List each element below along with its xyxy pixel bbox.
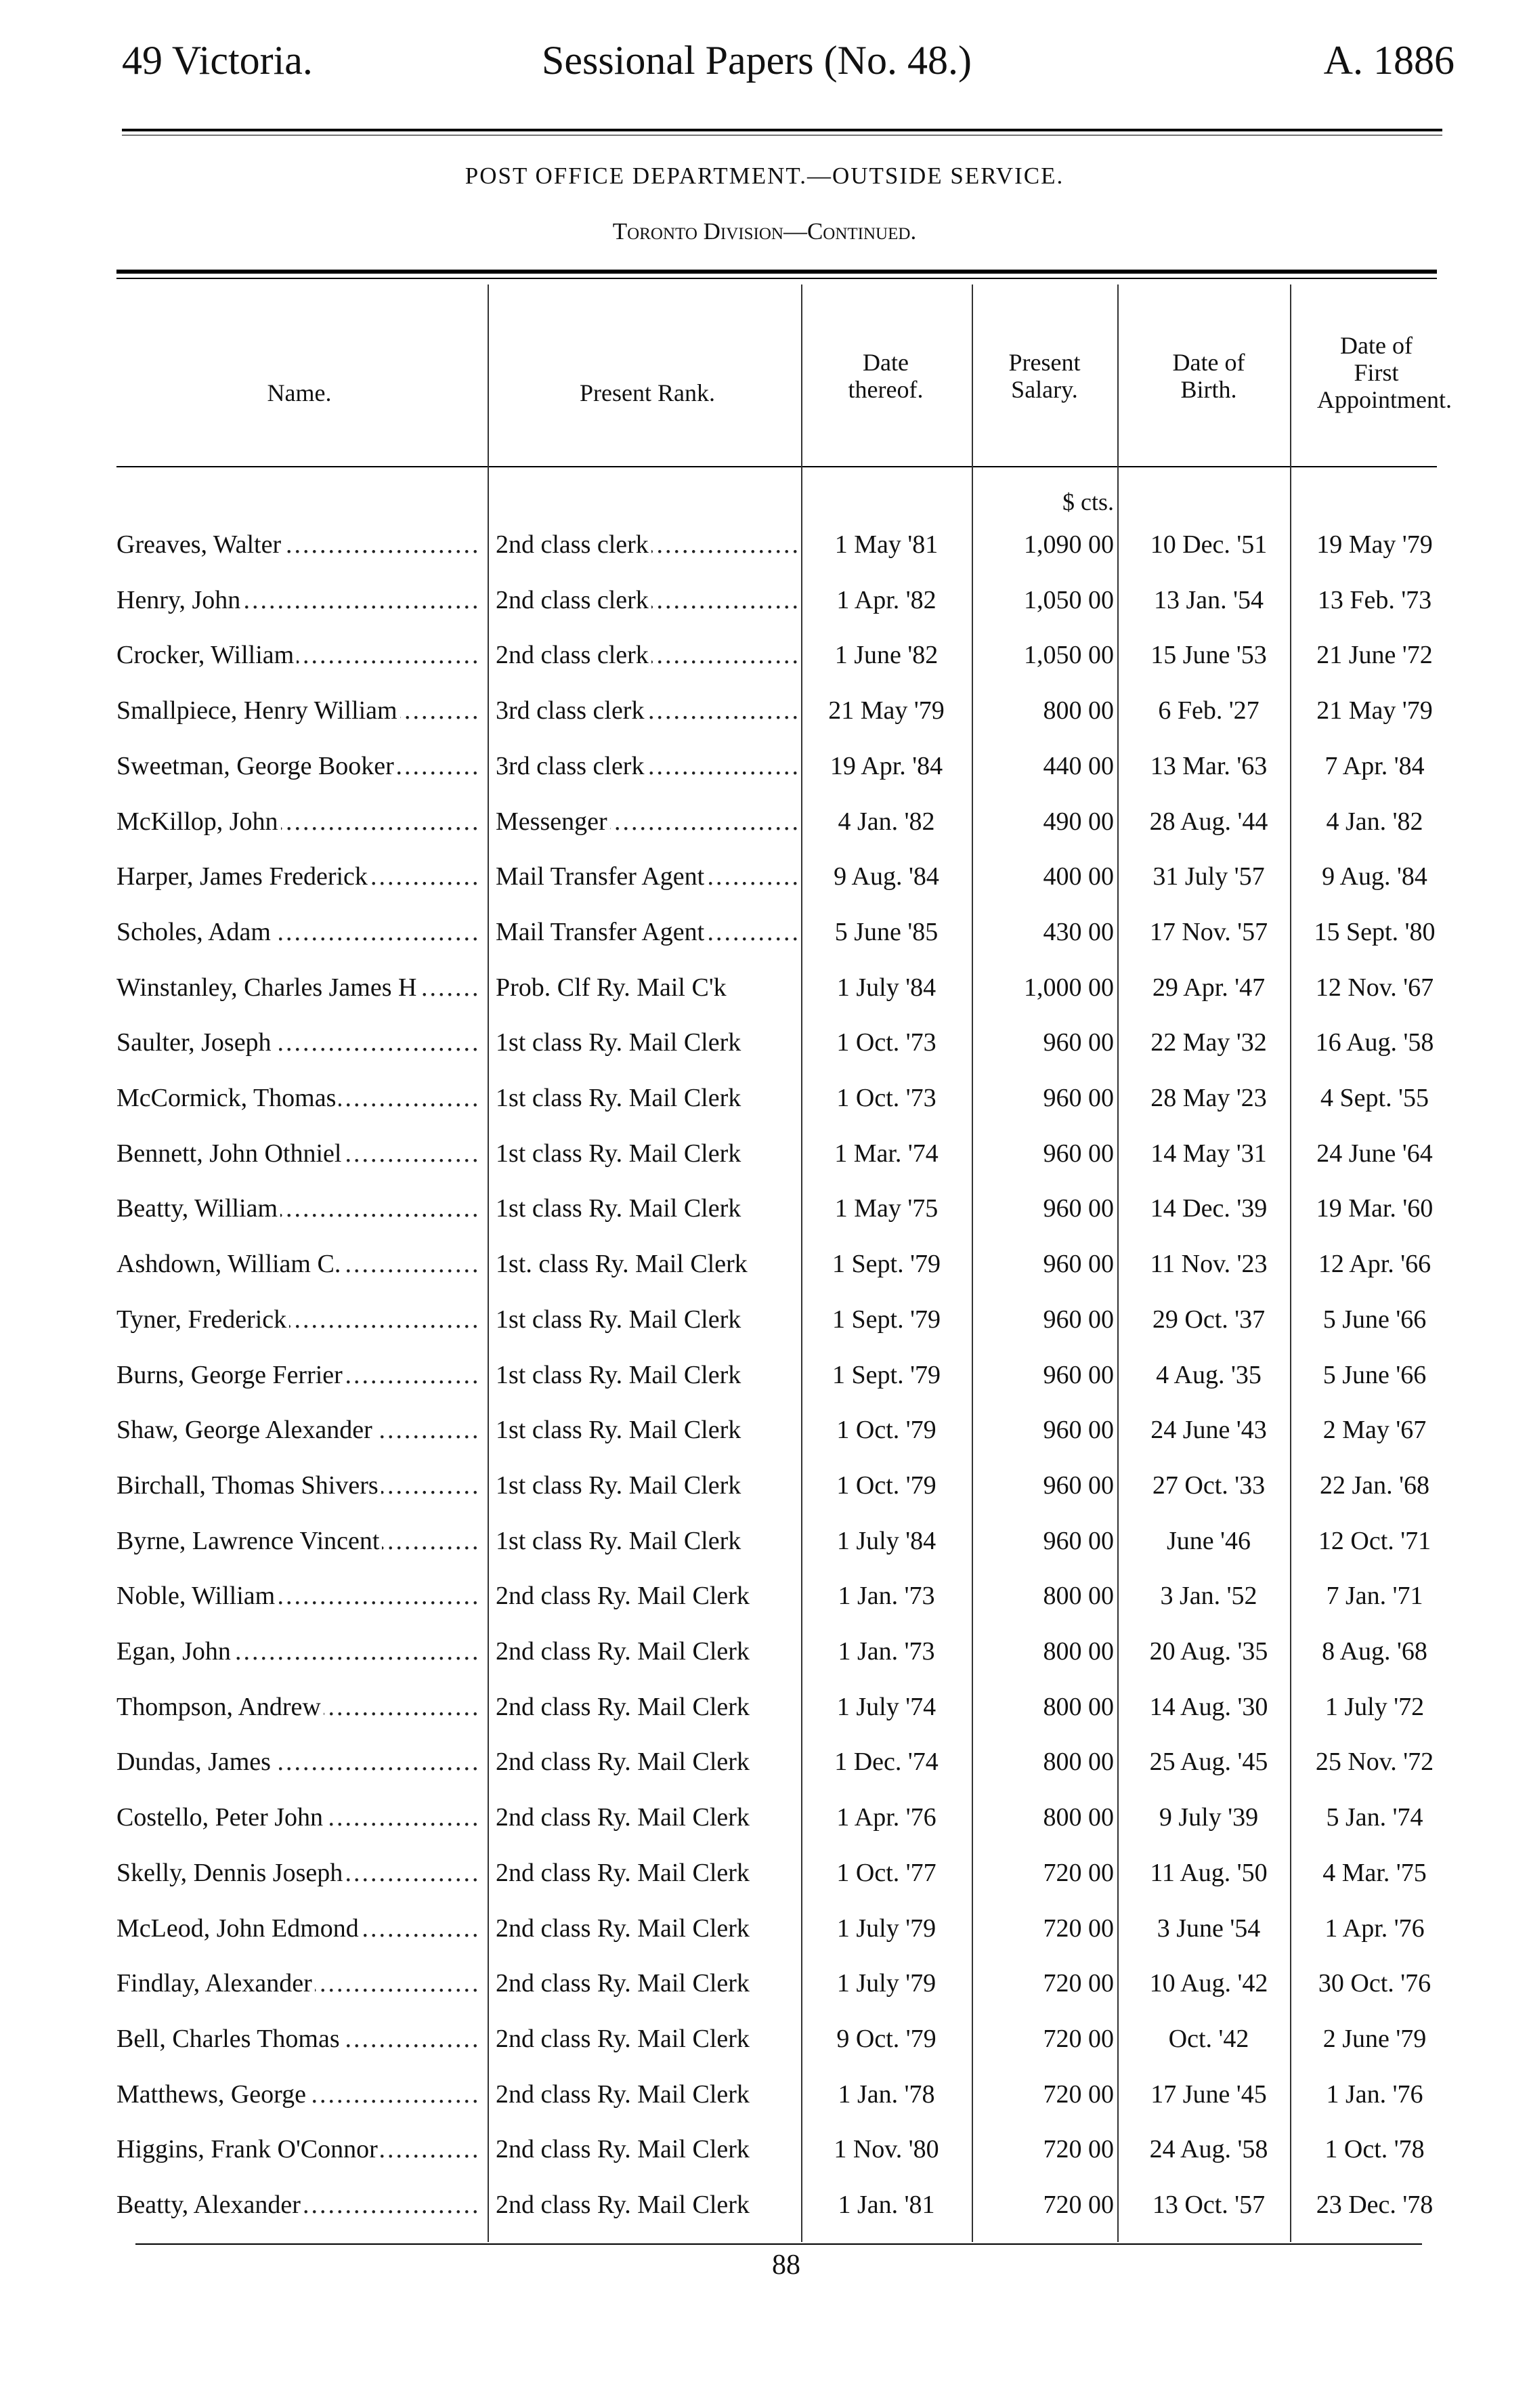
row-name xyxy=(116,1858,482,1888)
row-name-text: Byrne, Lawrence Vincent xyxy=(116,1527,382,1555)
row-first-appointment: 1 Jan. '76 xyxy=(1326,2080,1423,2109)
row-salary: 960 00 xyxy=(1043,1416,1114,1444)
row-name-text: Winstanley, Charles James H xyxy=(116,973,419,1002)
row-salary: 800 00 xyxy=(1043,1582,1114,1610)
row-salary: 800 00 xyxy=(1043,1637,1114,1666)
row-rank: Prob. Clf Ry. Mail C'k xyxy=(496,973,727,1002)
row-first-appointment: 21 June '72 xyxy=(1316,641,1433,669)
row-salary: 1,050 00 xyxy=(1024,641,1114,669)
row-name-text: Crocker, William xyxy=(116,641,297,669)
row-date-thereof: 1 July '79 xyxy=(836,1914,936,1943)
row-birth-date: 9 July '39 xyxy=(1159,1803,1259,1832)
row-name xyxy=(116,1968,482,1998)
row-first-appointment: 2 June '79 xyxy=(1322,2025,1427,2053)
row-date-thereof: 19 Apr. '84 xyxy=(830,752,943,780)
row-salary: 720 00 xyxy=(1043,1914,1114,1943)
row-first-appointment: 25 Nov. '72 xyxy=(1315,1748,1434,1776)
row-birth-date: 17 June '45 xyxy=(1150,2080,1267,2109)
row-salary: 1,050 00 xyxy=(1024,586,1114,614)
row-first-appointment: 1 Apr. '76 xyxy=(1325,1914,1425,1943)
row-date-thereof: 1 Sept. '79 xyxy=(832,1250,941,1278)
row-name-text: Ashdown, William C. xyxy=(116,1250,343,1278)
row-date-thereof: 1 Apr. '76 xyxy=(836,1803,936,1832)
col-header-first-appointment: Date of First Appointment. xyxy=(1317,332,1452,413)
row-date-thereof: 1 Mar. '74 xyxy=(834,1139,939,1168)
row-salary: 430 00 xyxy=(1043,918,1114,946)
row-birth-date: 27 Oct. '33 xyxy=(1152,1471,1266,1500)
column-rule xyxy=(1117,284,1119,2242)
row-rank-text: 2nd class clerk xyxy=(496,530,651,559)
row-first-appointment: 8 Aug. '68 xyxy=(1322,1637,1427,1666)
row-name xyxy=(116,2134,482,2164)
row-name xyxy=(116,1194,482,1223)
row-first-appointment: 9 Aug. '84 xyxy=(1322,862,1427,891)
row-salary: 800 00 xyxy=(1043,696,1114,725)
column-rule xyxy=(488,284,489,2242)
col-header-rank: Present Rank. xyxy=(580,379,715,406)
section-subtitle: Toronto Division—Continued. xyxy=(612,218,917,245)
row-first-appointment: 22 Jan. '68 xyxy=(1319,1471,1429,1500)
header-rule xyxy=(122,129,1442,131)
row-name-text: Harper, James Frederick xyxy=(116,862,370,891)
row-rank: 2nd class Ry. Mail Clerk xyxy=(496,2191,750,2219)
row-birth-date: 29 Oct. '37 xyxy=(1152,1305,1266,1334)
row-date-thereof: 1 July '84 xyxy=(836,1527,936,1555)
row-name xyxy=(116,1028,482,1057)
row-first-appointment: 5 June '66 xyxy=(1322,1305,1427,1334)
row-name-text: Scholes, Adam xyxy=(116,918,274,946)
col-header-salary: Present Salary. xyxy=(1008,349,1081,403)
row-first-appointment: 19 Mar. '60 xyxy=(1316,1194,1434,1223)
row-rank: 2nd class Ry. Mail Clerk xyxy=(496,1748,750,1776)
row-rank xyxy=(496,585,799,615)
row-first-appointment: 4 Sept. '55 xyxy=(1320,1084,1429,1112)
row-salary: 960 00 xyxy=(1043,1139,1114,1168)
row-rank: 1st. class Ry. Mail Clerk xyxy=(496,1250,748,1278)
row-salary: 960 00 xyxy=(1043,1028,1114,1057)
row-salary: 720 00 xyxy=(1043,2025,1114,2053)
row-birth-date: 6 Feb. '27 xyxy=(1158,696,1259,725)
row-birth-date: 11 Nov. '23 xyxy=(1150,1250,1268,1278)
row-rank: 2nd class Ry. Mail Clerk xyxy=(496,1693,750,1721)
row-date-thereof: 1 June '82 xyxy=(834,641,939,669)
salary-units: $ cts. xyxy=(1062,488,1114,515)
row-birth-date: 4 Aug. '35 xyxy=(1156,1361,1262,1389)
row-first-appointment: 12 Nov. '67 xyxy=(1315,973,1434,1002)
row-birth-date: 24 Aug. '58 xyxy=(1149,2135,1268,2163)
row-salary: 960 00 xyxy=(1043,1471,1114,1500)
row-name xyxy=(116,1692,482,1722)
row-birth-date: 3 Jan. '52 xyxy=(1160,1582,1257,1610)
row-name xyxy=(116,1747,482,1777)
row-name xyxy=(116,696,482,725)
row-birth-date: 28 May '23 xyxy=(1150,1084,1267,1112)
row-rank: 2nd class Ry. Mail Clerk xyxy=(496,1637,750,1666)
section-title: POST OFFICE DEPARTMENT.—OUTSIDE SERVICE. xyxy=(465,163,1064,189)
row-date-thereof: 1 Jan. '78 xyxy=(838,2080,935,2109)
row-rank: 1st class Ry. Mail Clerk xyxy=(496,1028,741,1057)
row-birth-date: 25 Aug. '45 xyxy=(1149,1748,1268,1776)
row-rank xyxy=(496,640,799,670)
row-first-appointment: 19 May '79 xyxy=(1316,530,1433,559)
row-name xyxy=(116,585,482,615)
row-salary: 400 00 xyxy=(1043,862,1114,891)
row-name xyxy=(116,530,482,559)
row-rank: 1st class Ry. Mail Clerk xyxy=(496,1139,741,1168)
row-salary: 1,000 00 xyxy=(1024,973,1114,1002)
row-name-text: McLeod, John Edmond xyxy=(116,1914,362,1943)
row-name xyxy=(116,2190,482,2220)
row-rank: 2nd class Ry. Mail Clerk xyxy=(496,1914,750,1943)
row-date-thereof: 1 July '84 xyxy=(836,973,936,1002)
row-rank: 2nd class Ry. Mail Clerk xyxy=(496,1582,750,1610)
row-name-text: Sweetman, George Booker xyxy=(116,752,397,780)
row-name xyxy=(116,973,482,1002)
row-birth-date: 29 Apr. '47 xyxy=(1152,973,1266,1002)
row-rank: 1st class Ry. Mail Clerk xyxy=(496,1527,741,1555)
row-date-thereof: 1 Jan. '81 xyxy=(838,2191,935,2219)
row-name-text: Thompson, Andrew xyxy=(116,1693,324,1721)
row-birth-date: 10 Aug. '42 xyxy=(1149,1969,1268,1998)
row-name xyxy=(116,1802,482,1832)
row-rank: 1st class Ry. Mail Clerk xyxy=(496,1416,741,1444)
row-date-thereof: 1 July '74 xyxy=(836,1693,936,1721)
row-date-thereof: 21 May '79 xyxy=(828,696,945,725)
row-first-appointment: 2 May '67 xyxy=(1322,1416,1427,1444)
row-date-thereof: 1 July '79 xyxy=(836,1969,936,1998)
row-name-text: Bell, Charles Thomas xyxy=(116,2025,343,2053)
row-rank-text: Messenger xyxy=(496,807,610,836)
col-header-date-thereof: Date thereof. xyxy=(848,349,924,403)
row-salary: 960 00 xyxy=(1043,1361,1114,1389)
row-name xyxy=(116,1636,482,1666)
row-first-appointment: 23 Dec. '78 xyxy=(1316,2191,1434,2219)
row-first-appointment: 30 Oct. '76 xyxy=(1318,1969,1431,1998)
row-rank: 1st class Ry. Mail Clerk xyxy=(496,1471,741,1500)
row-salary: 720 00 xyxy=(1043,2191,1114,2219)
col-header-birth: Date of Birth. xyxy=(1172,349,1245,403)
row-rank xyxy=(496,917,799,947)
row-name xyxy=(116,2079,482,2109)
row-date-thereof: 9 Oct. '79 xyxy=(836,2025,936,2053)
col-header-name: Name. xyxy=(267,379,332,406)
row-birth-date: 24 June '43 xyxy=(1150,1416,1267,1444)
row-salary: 1,090 00 xyxy=(1024,530,1114,559)
row-first-appointment: 7 Jan. '71 xyxy=(1326,1582,1423,1610)
row-salary: 960 00 xyxy=(1043,1084,1114,1112)
row-name-text: Burns, George Ferrier xyxy=(116,1361,345,1389)
row-rank: 2nd class Ry. Mail Clerk xyxy=(496,1969,750,1998)
row-name xyxy=(116,1360,482,1390)
row-name xyxy=(116,1305,482,1334)
row-rank-text: 2nd class clerk xyxy=(496,586,651,614)
row-rank-text: 3rd class clerk xyxy=(496,696,647,725)
row-birth-date: 14 Aug. '30 xyxy=(1149,1693,1268,1721)
row-name-text: Matthews, George xyxy=(116,2080,309,2109)
row-rank xyxy=(496,807,799,837)
row-name-text: Beatty, Alexander xyxy=(116,2191,303,2219)
row-salary: 490 00 xyxy=(1043,807,1114,836)
row-rank: 1st class Ry. Mail Clerk xyxy=(496,1194,741,1223)
row-name xyxy=(116,640,482,670)
row-first-appointment: 12 Oct. '71 xyxy=(1318,1527,1431,1555)
header-volume: 49 Victoria. xyxy=(122,38,313,83)
row-name-text: Birchall, Thomas Shivers xyxy=(116,1471,381,1500)
row-name-text: Beatty, William xyxy=(116,1194,280,1223)
row-date-thereof: 9 Aug. '84 xyxy=(834,862,939,891)
row-first-appointment: 21 May '79 xyxy=(1316,696,1433,725)
row-name xyxy=(116,751,482,781)
row-name-text: McKillop, John xyxy=(116,807,281,836)
row-salary: 960 00 xyxy=(1043,1194,1114,1223)
row-rank-text: 3rd class clerk xyxy=(496,752,647,780)
row-name-text: Egan, John xyxy=(116,1637,234,1666)
row-name xyxy=(116,1415,482,1445)
row-birth-date: 17 Nov. '57 xyxy=(1149,918,1268,946)
row-date-thereof: 1 Oct. '73 xyxy=(836,1028,936,1057)
row-name-text: Shaw, George Alexander xyxy=(116,1416,375,1444)
row-rank xyxy=(496,862,799,891)
row-salary: 960 00 xyxy=(1043,1527,1114,1555)
row-name xyxy=(116,807,482,837)
row-name xyxy=(116,862,482,891)
row-date-thereof: 5 June '85 xyxy=(834,918,939,946)
row-first-appointment: 7 Apr. '84 xyxy=(1325,752,1425,780)
row-name xyxy=(116,1139,482,1168)
row-date-thereof: 1 Oct. '79 xyxy=(836,1416,936,1444)
row-rank: 2nd class Ry. Mail Clerk xyxy=(496,2080,750,2109)
row-date-thereof: 1 Oct. '73 xyxy=(836,1084,936,1112)
row-name-text: Higgins, Frank O'Connor xyxy=(116,2135,381,2163)
row-birth-date: 10 Dec. '51 xyxy=(1150,530,1268,559)
row-name-text: Findlay, Alexander xyxy=(116,1969,315,1998)
row-date-thereof: 1 Oct. '79 xyxy=(836,1471,936,1500)
row-name xyxy=(116,1581,482,1611)
row-name-text: Noble, William xyxy=(116,1582,278,1610)
row-date-thereof: 1 Oct. '77 xyxy=(836,1859,936,1887)
row-salary: 960 00 xyxy=(1043,1305,1114,1334)
row-first-appointment: 16 Aug. '58 xyxy=(1315,1028,1434,1057)
row-name xyxy=(116,1526,482,1556)
row-birth-date: 22 May '32 xyxy=(1150,1028,1267,1057)
row-salary: 800 00 xyxy=(1043,1748,1114,1776)
row-rank-text: Mail Transfer Agent xyxy=(496,862,707,891)
row-rank: 2nd class Ry. Mail Clerk xyxy=(496,1803,750,1832)
row-date-thereof: 1 Apr. '82 xyxy=(836,586,936,614)
row-rank: 1st class Ry. Mail Clerk xyxy=(496,1084,741,1112)
row-name xyxy=(116,1249,482,1279)
row-name-text: Henry, John xyxy=(116,586,243,614)
row-salary: 720 00 xyxy=(1043,1969,1114,1998)
row-first-appointment: 12 Apr. '66 xyxy=(1318,1250,1431,1278)
row-salary: 800 00 xyxy=(1043,1803,1114,1832)
row-name-text: Costello, Peter John xyxy=(116,1803,326,1832)
row-date-thereof: 1 May '75 xyxy=(834,1194,939,1223)
row-first-appointment: 13 Feb. '73 xyxy=(1317,586,1432,614)
row-first-appointment: 4 Jan. '82 xyxy=(1326,807,1423,836)
row-name-text: Greaves, Walter xyxy=(116,530,284,559)
table-bottom-rule xyxy=(135,2243,1422,2245)
row-name-text: Tyner, Frederick xyxy=(116,1305,289,1334)
table-top-rule-thin xyxy=(116,278,1437,279)
row-date-thereof: 1 Jan. '73 xyxy=(838,1637,935,1666)
row-name-text: Skelly, Dennis Joseph xyxy=(116,1859,345,1887)
row-birth-date: 31 July '57 xyxy=(1153,862,1265,891)
row-first-appointment: 1 Oct. '78 xyxy=(1325,2135,1425,2163)
row-rank: 2nd class Ry. Mail Clerk xyxy=(496,2135,750,2163)
row-name-text: Saulter, Joseph xyxy=(116,1028,274,1057)
row-rank-text: Mail Transfer Agent xyxy=(496,918,707,946)
row-salary: 720 00 xyxy=(1043,2135,1114,2163)
page-number: 88 xyxy=(772,2249,800,2281)
row-date-thereof: 4 Jan. '82 xyxy=(838,807,935,836)
row-birth-date: 15 June '53 xyxy=(1150,641,1267,669)
row-date-thereof: 1 Dec. '74 xyxy=(834,1748,939,1776)
row-birth-date: 20 Aug. '35 xyxy=(1149,1637,1268,1666)
row-birth-date: 13 Jan. '54 xyxy=(1153,586,1264,614)
row-birth-date: 14 Dec. '39 xyxy=(1150,1194,1268,1223)
row-salary: 720 00 xyxy=(1043,2080,1114,2109)
row-salary: 440 00 xyxy=(1043,752,1114,780)
row-birth-date: 13 Mar. '63 xyxy=(1150,752,1268,780)
row-birth-date: 13 Oct. '57 xyxy=(1152,2191,1266,2219)
row-rank: 1st class Ry. Mail Clerk xyxy=(496,1305,741,1334)
row-salary: 960 00 xyxy=(1043,1250,1114,1278)
row-date-thereof: 1 May '81 xyxy=(834,530,939,559)
row-name-text: Smallpiece, Henry William xyxy=(116,696,400,725)
header-bottom-rule xyxy=(116,466,1437,467)
row-date-thereof: 1 Sept. '79 xyxy=(832,1305,941,1334)
row-birth-date: 3 June '54 xyxy=(1157,1914,1261,1943)
row-rank xyxy=(496,530,799,559)
row-name xyxy=(116,2024,482,2054)
column-rule xyxy=(972,284,973,2242)
row-birth-date: 14 May '31 xyxy=(1150,1139,1267,1168)
row-rank: 1st class Ry. Mail Clerk xyxy=(496,1361,741,1389)
row-name xyxy=(116,1914,482,1943)
header-title: Sessional Papers (No. 48.) xyxy=(542,38,972,83)
row-name xyxy=(116,1471,482,1500)
row-first-appointment: 5 June '66 xyxy=(1322,1361,1427,1389)
row-rank-text: 2nd class clerk xyxy=(496,641,651,669)
row-first-appointment: 24 June '64 xyxy=(1316,1139,1433,1168)
row-rank xyxy=(496,696,799,725)
row-salary: 720 00 xyxy=(1043,1859,1114,1887)
row-birth-date: 28 Aug. '44 xyxy=(1149,807,1268,836)
row-first-appointment: 1 July '72 xyxy=(1325,1693,1425,1721)
row-rank: 2nd class Ry. Mail Clerk xyxy=(496,2025,750,2053)
row-first-appointment: 15 Sept. '80 xyxy=(1314,918,1436,946)
row-date-thereof: 1 Nov. '80 xyxy=(834,2135,939,2163)
row-date-thereof: 1 Jan. '73 xyxy=(838,1582,935,1610)
row-date-thereof: 1 Sept. '79 xyxy=(832,1361,941,1389)
row-name-text: Bennett, John Othniel xyxy=(116,1139,344,1168)
row-name-text: McCormick, Thomas xyxy=(116,1084,339,1112)
row-name-text: Dundas, James xyxy=(116,1748,274,1776)
row-rank xyxy=(496,751,799,781)
row-first-appointment: 5 Jan. '74 xyxy=(1326,1803,1423,1832)
row-name xyxy=(116,917,482,947)
header-year: A. 1886 xyxy=(1323,38,1455,83)
row-salary: 800 00 xyxy=(1043,1693,1114,1721)
row-first-appointment: 4 Mar. '75 xyxy=(1322,1859,1427,1887)
table-top-rule xyxy=(116,270,1437,274)
row-birth-date: June '46 xyxy=(1166,1527,1251,1555)
row-birth-date: 11 Aug. '50 xyxy=(1150,1859,1268,1887)
row-rank: 2nd class Ry. Mail Clerk xyxy=(496,1859,750,1887)
row-name xyxy=(116,1083,482,1113)
row-birth-date: Oct. '42 xyxy=(1168,2025,1249,2053)
